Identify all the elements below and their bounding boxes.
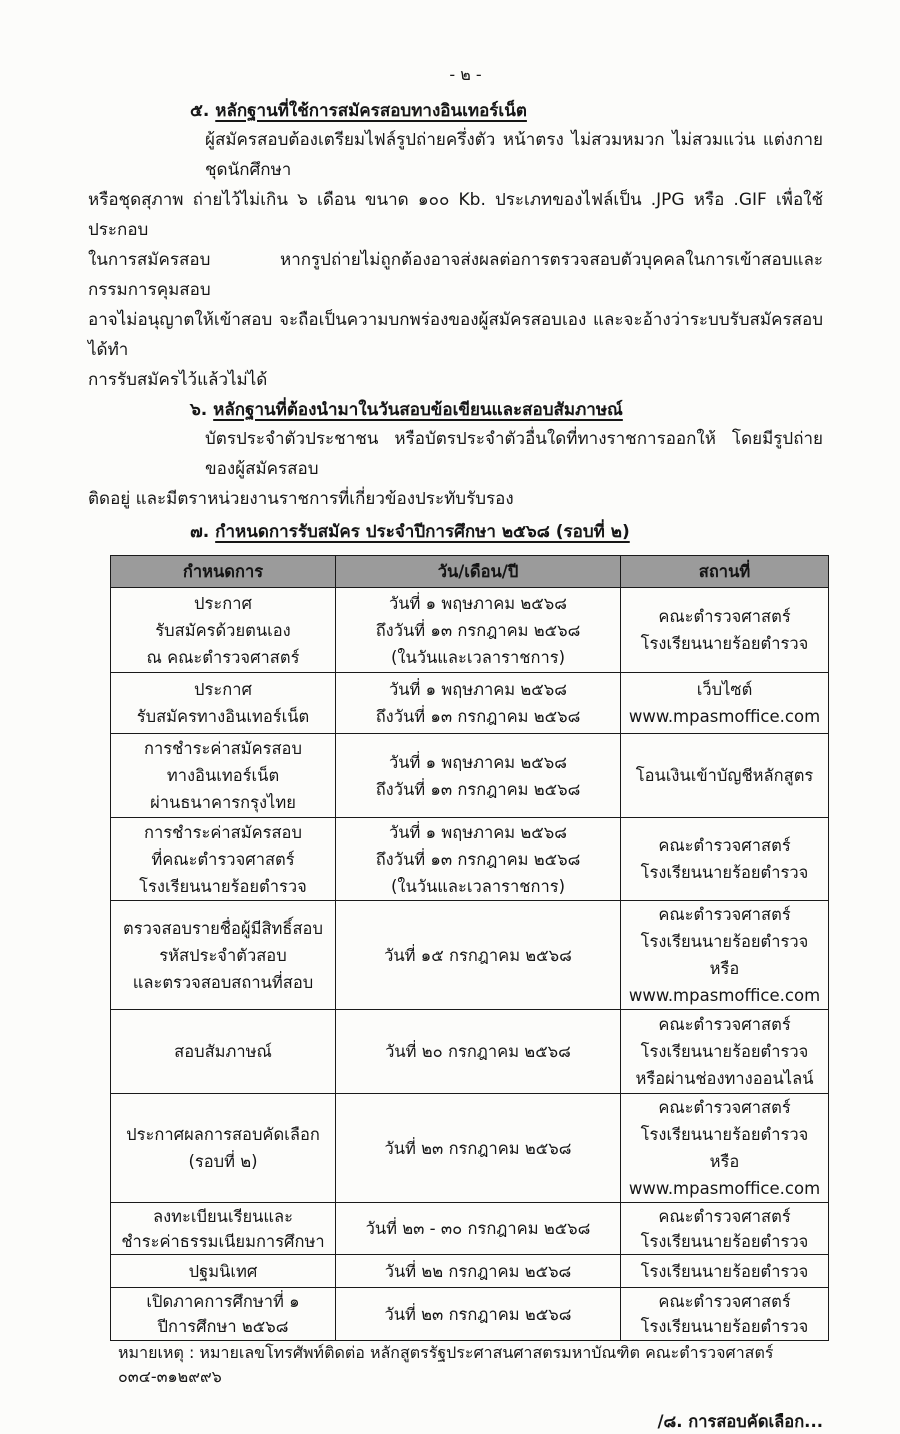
activity-line: ประกาศ [194, 680, 252, 699]
place-cell [621, 734, 829, 818]
paragraph-line: ในการสมัครสอบ หากรูปถ่ายไม่ถูกต้องอาจส่งผลต่อการตรวจสอบตัวบุคคลในการเข้าสอบและกรรมการคุมสอบ [88, 250, 823, 300]
date-cell [336, 901, 621, 1010]
date-line: วันที่ ๒๓ กรกฎาคม ๒๕๖๘ [384, 1138, 572, 1158]
section-5-title: หลักฐานที่ใช้การสมัครสอบทางอินเทอร์เน็ต [215, 101, 527, 121]
activity-cell [111, 1203, 336, 1255]
activity-line: ผ่านธนาคารกรุงไทย [150, 793, 296, 812]
activity-cell [111, 1094, 336, 1203]
activity-line: รับสมัครด้วยตนเอง [155, 620, 291, 640]
schedule-row [111, 734, 829, 818]
place-cell [621, 588, 829, 673]
schedule-row [111, 1010, 829, 1094]
date-cell [336, 1203, 621, 1255]
date-line: วันที่ ๒๐ กรกฎาคม ๒๕๖๘ [385, 1042, 571, 1061]
section-7-number: ๗. [190, 522, 210, 542]
date-line: ถึงวันที่ ๑๓ กรกฎาคม ๒๕๖๘ [375, 620, 581, 640]
section-6-number: ๖. [190, 400, 208, 420]
footnote: หมายเหตุ : หมายเลขโทรศัพท์ติดต่อ หลักสูตรรัฐประศาสนศาสตรมหาบัณฑิต คณะตำรวจศาสตร์ ๐๓๔-๓๑๒๙๙๖ [118, 1343, 774, 1386]
schedule-row [111, 1255, 829, 1288]
date-line: วันที่ ๑ พฤษภาคม ๒๕๖๘ [389, 593, 567, 613]
activity-cell [111, 1255, 336, 1288]
date-line: วันที่ ๒๒ กรกฎาคม ๒๕๖๘ [384, 1261, 572, 1281]
header-date: วัน/เดือน/ปี [336, 556, 621, 588]
activity-line: และตรวจสอบสถานที่สอบ [132, 972, 314, 992]
section-6-paragraph [88, 424, 823, 514]
place-line: โรงเรียนนายร้อยตำรวจ [640, 1042, 809, 1061]
activity-line: ลงทะเบียนเรียนและ [152, 1206, 294, 1226]
date-line: วันที่ ๒๓ กรกฎาคม ๒๕๖๘ [384, 1304, 572, 1324]
place-cell [621, 1094, 829, 1203]
schedule-row [111, 818, 829, 901]
activity-cell [111, 673, 336, 734]
section-7-title: กำหนดการรับสมัคร ประจำปีการศึกษา ๒๕๖๘ (รอบที่ ๒) [215, 522, 630, 542]
schedule-row [111, 673, 829, 734]
date-line: ถึงวันที่ ๑๓ กรกฎาคม ๒๕๖๘ [375, 707, 581, 726]
date-cell [336, 1094, 621, 1203]
activity-line: ทางอินเทอร์เน็ต [166, 766, 280, 785]
paragraph-line: การรับสมัครไว้แล้วไม่ได้ [88, 370, 268, 390]
activity-line: ปฐมนิเทศ [188, 1261, 258, 1281]
schedule-row [111, 1094, 829, 1203]
section-5-number: ๕. [190, 101, 210, 121]
schedule-table-header [111, 556, 829, 588]
activity-line: ชำระค่าธรรมเนียมการศึกษา [121, 1231, 325, 1251]
paragraph-line: หรือชุดสุภาพ ถ่ายไว้ไม่เกิน ๖ เดือน ขนาด ๑๐๐ Kb. ประเภทของไฟล์เป็น .JPG หรือ .GIF เพื่อใช้ประกอบ [88, 190, 823, 240]
date-cell [336, 818, 621, 901]
date-cell [336, 588, 621, 673]
date-line: ถึงวันที่ ๑๓ กรกฎาคม ๒๕๖๘ [375, 779, 581, 799]
date-line: วันที่ ๒๓ - ๓๐ กรกฎาคม ๒๕๖๘ [365, 1219, 591, 1238]
date-line: (ในวันและเวลาราชการ) [390, 647, 566, 667]
place-line: โรงเรียนนายร้อยตำรวจ [640, 863, 809, 882]
activity-line: สอบสัมภาษณ์ [174, 1042, 272, 1061]
schedule-table-body [111, 588, 829, 1341]
place-line: หรือผ่านช่องทางออนไลน์ [635, 1069, 814, 1088]
activity-line: การชำระค่าสมัครสอบ [144, 739, 302, 758]
activity-line: โรงเรียนนายร้อยตำรวจ [139, 876, 307, 896]
schedule-table [110, 555, 829, 1341]
date-cell [336, 1288, 621, 1341]
date-cell [336, 734, 621, 818]
date-line: (ในวันและเวลาราชการ) [390, 876, 566, 896]
activity-cell [111, 818, 336, 901]
place-line: คณะตำรวจศาสตร์ [658, 1098, 791, 1117]
place-line: www.mpasmoffice.com [628, 986, 821, 1005]
section-6-title: หลักฐานที่ต้องนำมาในวันสอบข้อเขียนและสอบสัมภาษณ์ [213, 400, 623, 420]
date-line: วันที่ ๑ พฤษภาคม ๒๕๖๘ [389, 752, 567, 772]
activity-line: ปีการศึกษา ๒๕๖๘ [157, 1317, 289, 1336]
place-line: คณะตำรวจศาสตร์ [658, 836, 791, 855]
date-line: ถึงวันที่ ๑๓ กรกฎาคม ๒๕๖๘ [375, 849, 581, 869]
header-place: สถานที่ [621, 556, 829, 588]
place-cell [621, 1203, 829, 1255]
activity-line: ประกาศผลการสอบคัดเลือก [126, 1125, 320, 1144]
place-line: โรงเรียนนายร้อยตำรวจ [640, 1231, 809, 1251]
place-line: คณะตำรวจศาสตร์ [658, 1206, 791, 1226]
place-line: www.mpasmoffice.com [628, 1179, 821, 1198]
section-5-heading [88, 97, 823, 125]
activity-line: รหัสประจำตัวสอบ [159, 945, 287, 965]
section-7-heading [88, 518, 823, 546]
activity-cell [111, 1010, 336, 1094]
date-line: วันที่ ๑ พฤษภาคม ๒๕๖๘ [389, 822, 567, 842]
activity-line: ตรวจสอบรายชื่อผู้มีสิทธิ์สอบ [123, 918, 323, 938]
date-cell [336, 673, 621, 734]
activity-line: เปิดภาคการศึกษาที่ ๑ [146, 1292, 300, 1311]
paragraph-line: ผู้สมัครสอบต้องเตรียมไฟล์รูปถ่ายครึ่งตัว หน้าตรง ไม่สวมหมวก ไม่สวมแว่น แต่งกายชุดนักศึกษา [205, 130, 823, 180]
activity-line: ณ คณะตำรวจศาสตร์ [146, 647, 300, 667]
activity-line: ที่คณะตำรวจศาสตร์ [151, 849, 295, 869]
date-cell [336, 1255, 621, 1288]
activity-line: การชำระค่าสมัครสอบ [144, 822, 302, 842]
activity-cell [111, 1288, 336, 1341]
place-line: คณะตำรวจศาสตร์ [658, 607, 791, 626]
schedule-row [111, 901, 829, 1010]
header-row [111, 556, 829, 588]
section-5-paragraph [88, 125, 823, 395]
activity-cell [111, 901, 336, 1010]
place-line: โอนเงินเข้าบัญชีหลักสูตร [635, 766, 814, 785]
continuation-marker: /๘. การสอบคัดเลือก... [657, 1412, 823, 1431]
place-line: โรงเรียนนายร้อยตำรวจ หรือ [640, 932, 809, 978]
place-cell [621, 1288, 829, 1341]
place-line: เว็บไซต์ [696, 680, 753, 699]
page-number: - ๒ - [449, 65, 482, 84]
place-line: โรงเรียนนายร้อยตำรวจ [640, 1261, 809, 1281]
paragraph-line: อาจไม่อนุญาตให้เข้าสอบ จะถือเป็นความบกพร่องของผู้สมัครสอบเอง และจะอ้างว่าระบบรับสมัครสอบได้ทำ [88, 310, 823, 360]
schedule-row [111, 588, 829, 673]
schedule-row [111, 1203, 829, 1255]
place-cell [621, 1255, 829, 1288]
place-cell [621, 673, 829, 734]
place-line: โรงเรียนนายร้อยตำรวจ หรือ [640, 1125, 809, 1171]
place-line: โรงเรียนนายร้อยตำรวจ [640, 1317, 809, 1336]
schedule-row [111, 1288, 829, 1341]
activity-line: รับสมัครทางอินเทอร์เน็ต [136, 707, 310, 726]
place-line: โรงเรียนนายร้อยตำรวจ [640, 634, 809, 653]
date-cell [336, 1010, 621, 1094]
place-cell [621, 818, 829, 901]
place-cell [621, 901, 829, 1010]
section-6-heading [88, 396, 823, 424]
place-line: www.mpasmoffice.com [628, 707, 821, 726]
page-content [88, 62, 823, 1434]
activity-cell [111, 734, 336, 818]
header-activity: กำหนดการ [111, 556, 336, 588]
place-line: คณะตำรวจศาสตร์ [658, 1292, 791, 1311]
paragraph-line: ติดอยู่ และมีตราหน่วยงานราชการที่เกี่ยวข้องประทับรับรอง [88, 489, 514, 509]
paragraph-line: บัตรประจำตัวประชาชน หรือบัตรประจำตัวอื่นใดที่ทางราชการออกให้ โดยมีรูปถ่ายของผู้สมัครสอบ [205, 429, 823, 479]
activity-line: (รอบที่ ๒) [188, 1152, 258, 1171]
date-line: วันที่ ๑๕ กรกฎาคม ๒๕๖๘ [384, 945, 572, 965]
activity-cell [111, 588, 336, 673]
place-line: คณะตำรวจศาสตร์ [658, 1015, 791, 1034]
place-line: คณะตำรวจศาสตร์ [658, 905, 791, 924]
place-cell [621, 1010, 829, 1094]
date-line: วันที่ ๑ พฤษภาคม ๒๕๖๘ [389, 680, 567, 699]
activity-line: ประกาศ [194, 593, 252, 613]
